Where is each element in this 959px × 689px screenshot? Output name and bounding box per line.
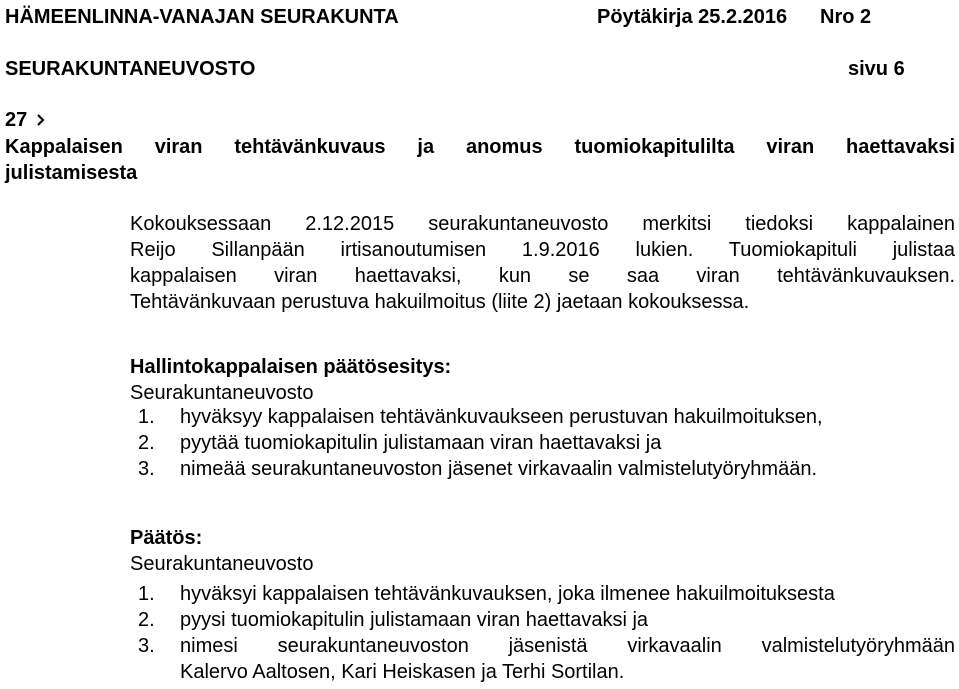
- document-title: Pöytäkirja 25.2.2016: [597, 6, 788, 28]
- list-item: [138, 633, 955, 685]
- intro-line-3: kappalaisen viran haettavaksi, kun se saa viran tehtävänkuvauksen.: [130, 265, 955, 287]
- intro-line-4: Tehtävänkuvaan perustuva hakuilmoitus (liite 2) jaetaan kokouksessa.: [130, 291, 750, 313]
- decision-subject: Seurakuntaneuvosto: [130, 553, 314, 575]
- intro-line-2: Reijo Sillanpään irtisanoutumisen 1.9.2016 lukien. Tuomiokapituli julistaa: [130, 239, 955, 261]
- section-title: [5, 134, 955, 186]
- list-item: [138, 430, 955, 456]
- list-item: [138, 581, 955, 607]
- list-item: [138, 456, 955, 482]
- list-item-number: 3.: [138, 635, 155, 657]
- decision-list: [138, 581, 955, 685]
- list-item-text: pyysi tuomiokapitulin julistamaan viran haettavaksi ja: [180, 609, 649, 631]
- page-number-text: sivu 6: [848, 58, 905, 80]
- list-item-number: 1.: [138, 406, 155, 428]
- list-item-text-line-1: nimesi seurakuntaneuvoston jäsenistä virkavaalin valmistelutyöryhmään: [180, 635, 955, 657]
- list-item-text-line-2: Kalervo Aaltosen, Kari Heiskasen ja Terhi Sortilan.: [180, 661, 625, 683]
- intro-paragraph: [130, 211, 955, 315]
- list-item: [138, 607, 955, 633]
- list-item-text: hyväksyi kappalaisen tehtävänkuvauksen, joka ilmenee hakuilmoituksesta: [180, 583, 835, 605]
- section-number: 27: [5, 109, 28, 131]
- decision-heading: Päätös:: [130, 527, 203, 549]
- page-number: [848, 56, 905, 82]
- list-item-number: 2.: [138, 432, 155, 454]
- council-name: SEURAKUNTANEUVOSTO: [5, 58, 256, 80]
- proposal-list: [138, 404, 955, 482]
- section-title-line-1: Kappalaisen viran tehtävänkuvaus ja anomus tuomiokapitulilta viran haettavaksi: [5, 136, 955, 158]
- list-item-number: 1.: [138, 583, 155, 605]
- intro-line-1: Kokouksessaan 2.12.2015 seurakuntaneuvosto merkitsi tiedoksi kappalainen: [130, 213, 955, 235]
- section-mark-icon: [37, 113, 47, 127]
- list-item-text: hyväksyy kappalaisen tehtävänkuvaukseen perustuvan hakuilmoituksen,: [180, 406, 823, 428]
- organization-name: HÄMEENLINNA-VANAJAN SEURAKUNTA: [5, 6, 399, 28]
- section-title-line-2: julistamisesta: [5, 162, 138, 184]
- proposal-heading: Hallintokappalaisen päätösesitys:: [130, 356, 452, 378]
- list-item-number: 3.: [138, 458, 155, 480]
- document-number: Nro 2: [820, 6, 872, 28]
- list-item-number: 2.: [138, 609, 155, 631]
- list-item: [138, 404, 955, 430]
- list-item-text: nimeää seurakuntaneuvoston jäsenet virkavaalin valmistelutyöryhmään.: [180, 458, 818, 480]
- proposal-subject: Seurakuntaneuvosto: [130, 382, 314, 404]
- list-item-text: pyytää tuomiokapitulin julistamaan viran haettavaksi ja: [180, 432, 662, 454]
